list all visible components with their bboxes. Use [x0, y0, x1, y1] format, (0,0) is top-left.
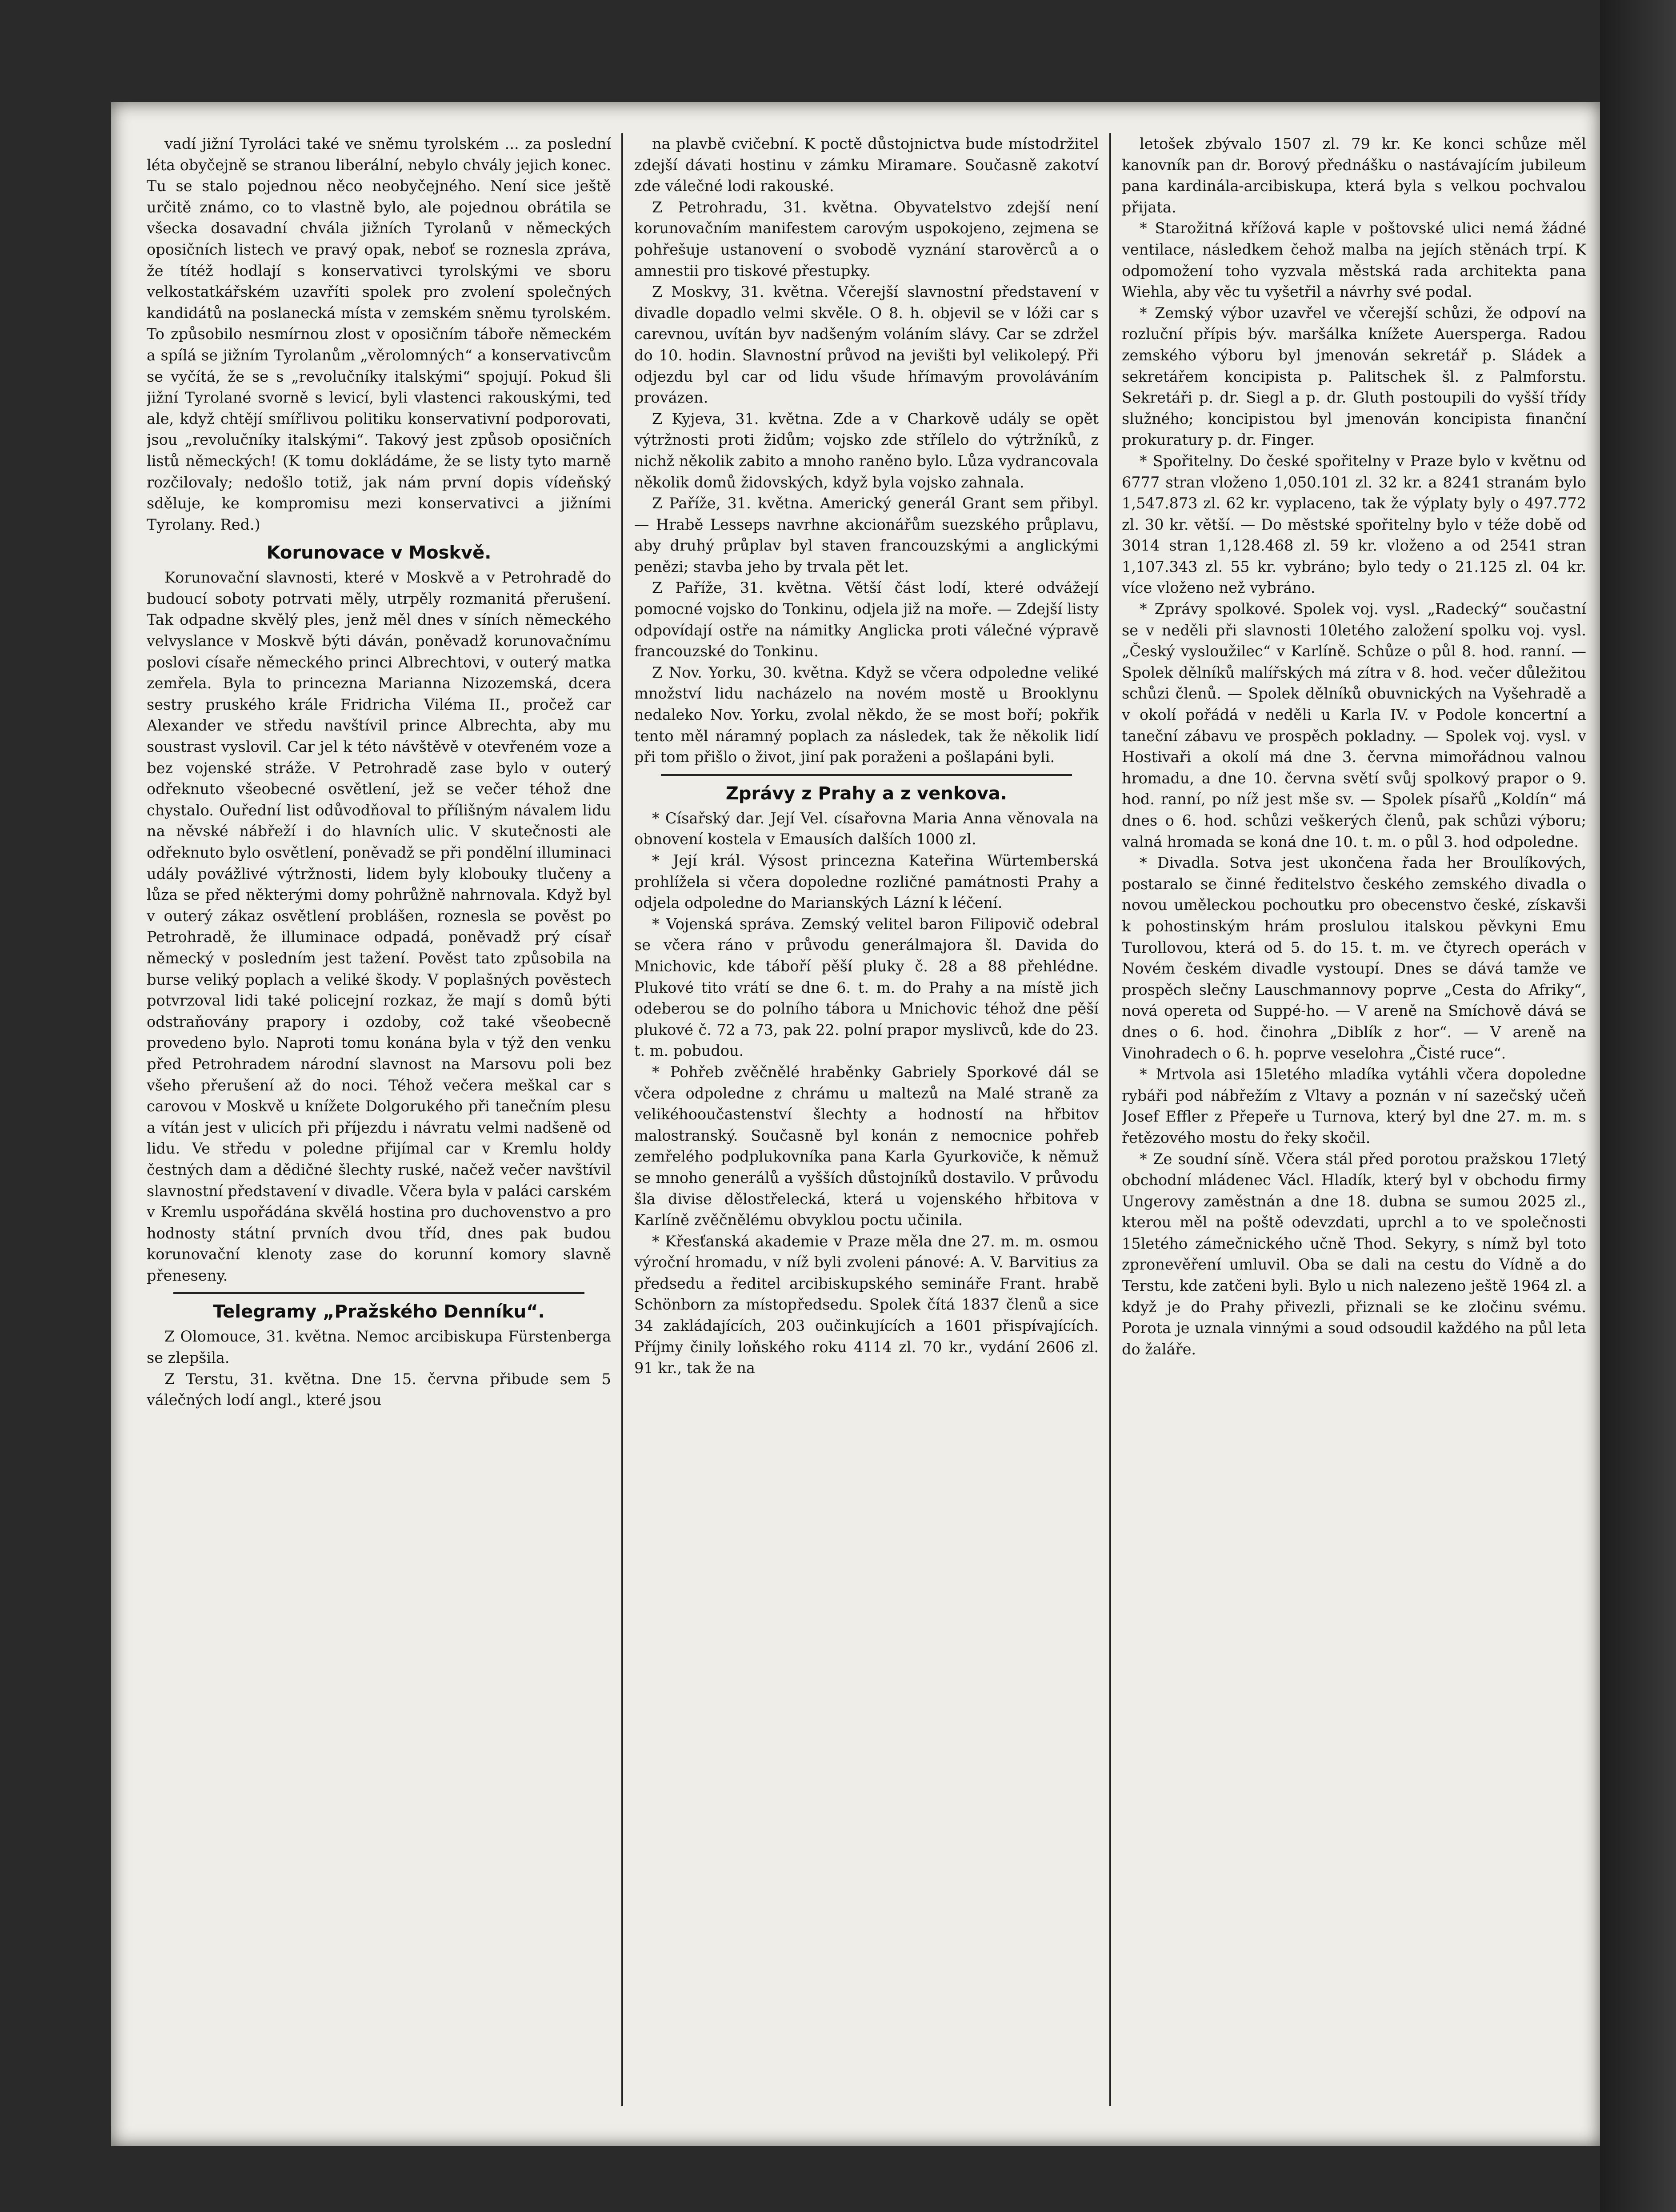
article-paragraph: * Vojenská správa. Zemský velitel baron Filipovič odebral se včera ráno v průvodu generálmajora šl. Davida do Mnichovic, kde táboří pěší pluky č. 28 a 88 přehlédne. Plukové tito vrátí se dne 6. t. m. do Prahy a na místě jich odeberou se do polního tábora u Mnichovic téhož dne pěší plukové č. 72 a 73, pak 22. polní prapor myslivců, kde do 23. t. m. pobudou.	[634, 915, 1099, 1060]
article-paragraph: * Divadla. Sotva jest ukončena řada her Broulíkových, postaralo se činné ředitelstvo českého zemského divadla o novou uměleckou pochoutku pro obecenstvo české, získavši k pohostinským hrám proslulou italskou pěvkyni Emu Turollovou, která od 5. do 15. t. m. ve čtyrech operách v Novém českém divadle vystoupí. Dnes se dává tamže ve prospěch slečny Lauschmannovy poprve „Cesta do Afriky“, nová opereta od Suppé-ho. — V areně na Smíchově dává se dnes o 6. hod. činohra „Diblík z hor“. — V areně na Vinohradech o 6. h. poprve veselohra „Čisté ruce“.	[1122, 854, 1586, 1062]
article-paragraph: Korunovační slavnosti, které v Moskvě a v Petrohradě do budoucí soboty potrvati měly, utrpěly rozmanitá přerušení. Tak odpadne skvělý ples, jenž měl dnes v síních německého velvyslance v Moskvě býti dáván, poněvadž korunovačnímu poslovi císaře německého princi Albrechtovi, v outerý matka zemřela. Byla to princezna Marianna Nizozemská, dcera sestry pruského krále Fridricha Viléma II., pročež car Alexander ve středu navštívil prince Albrechta, aby mu soustrast vyslovil. Car jel k této návštěvě v otevřeném voze a bez vojenské stráže. V Petrohradě zase bylo v outerý odřeknuto všeobecné osvětlení, jež se večer téhož dne chystalo. Ouřední list odůvodňoval to přílišným návalem lidu na něvské nábřeží i do hlavních ulic. V skutečnosti ale odřeknuto bylo osvětlení, poněvadž se při pondělní illuminaci udály povážlivé výtržnosti, lidem byly klobouky tlučeny a lůza se před některými domy pohrůžně nahrnovala. Když byl v outerý zákaz osvětlení problášen, roznesla se pověst po Petrohradě, že illuminace odpadá, poněvadž prý císař německý v posledním jest tažení. Pověst tato způsobila na burse veliký poplach a veliké škody. V poplašných pověstech potvrzoval lidi také policejní rozkaz, že mají s domů býti odstraňovány prapory i ozdoby, což také všeobecně provedeno bylo. Naproti tomu konána byla v týž den venku před Petrohradem národní slavnost na Marsovu poli bez všeho přerušení až do noci. Téhož večera meškal car s carovou v Moskvě u knížete Dolgorukého při tanečním plesu a vítán jest v ulicích při příjezdu i návratu velmi nadšeně od lidu. Ve středu v poledne přijímal car v Kremlu holdy čestných dam a dědičné šlechty ruské, načež večer navštívil slavnostní představení v divadle. Včera byla v paláci carském v Kremlu uspořádána skvělá hostina pro duchovenstvo a pro hodnosty státní prvních dvou tříd, dnes pak budou korunovační klenoty zase do korunní komory slavně přeneseny.	[147, 569, 611, 1284]
section-heading: Telegramy „Pražského Denníku“.	[213, 1302, 545, 1322]
article-paragraph: Z Kyjeva, 31. května. Zde a v Charkově udály se opět výtržnosti proti židům; vojsko zde střílelo do výtržníků, z nichž několik zabito a mnoho raněno bylo. Lůza vydrancovala několik domů židovských, když byla vojsko zahnala.	[634, 410, 1099, 491]
article-paragraph: * Křesťanská akademie v Praze měla dne 27. m. m. osmou výroční hromadu, v níž byli zvoleni pánové: A. V. Barvitius za předsedu a ředitel arcibiskupského semináře Frant. hrabě Schönborn za místopředsedu. Spolek čítá 1837 členů a sice 34 zakládajících, 203 oučinkujících a 1601 přispívajících. Příjmy činily loňského roku 4114 zl. 70 kr., vydání 2606 zl. 91 kr., tak že na	[634, 1232, 1099, 1377]
article-paragraph: * Mrtvola asi 15letého mladíka vytáhli včera dopoledne rybáři pod nábřežím z Vltavy a poznán v ní sazečský učeň Josef Effler z Přepeře u Turnova, který byl dne 27. m. m. s řetězového mostu do řeky skočil.	[1122, 1066, 1586, 1146]
article-paragraph: * Starožitná křížová kaple v poštovské ulici nemá žádné ventilace, následkem čehož malba na jejích stěnách trpí. K odpomožení toho vyzvala městská rada architekta pana Wiehla, aby věc tu vyšetřil a návrhy své podal.	[1122, 220, 1586, 301]
article-paragraph: * Pohřeb zvěčnělé hraběnky Gabriely Sporkové dál se včera odpoledne z chrámu u maltezů na Malé straně za velikéhooučastenství šlechty a hodností na hřbitov malostranský. Současně byl konán z nemocnice pohřeb zemřelého podplukovníka pana Karla Gyurkoviče, k němuž se mnoho generálů a vyšších důstojníků dostavilo. V průvodu šla divise dělostřelecká, která u vojenského hřbitova v Karlíně zvěčnělému obvyklou poctu učinila.	[634, 1063, 1099, 1229]
section-divider	[661, 774, 1072, 776]
article-paragraph: * Ze soudní síně. Včera stál před porotou pražskou 17letý obchodní mládenec Václ. Hladík, který byl v obchodu firmy Ungerovy zaměstnán a dne 18. dubna se sumou 2025 zl., kterou měl na poště odevzdati, uprchl a to ve společnosti 15letého zámečnického učně Thod. Sekyry, s nímž byl toto zpronevěření umluvil. Oba se dali na cestu do Vídně a do Terstu, kde zatčeni byli. Bylo u nich nalezeno ještě 1964 zl. a když je do Prahy přivezli, přiznali se ke zločinu svému. Porota je uznala vinnými a soud odsoudil každého na půl leta do žaláře.	[1122, 1150, 1586, 1358]
article-paragraph: * Její král. Výsost princezna Kateřina Würtemberská prohlížela si včera dopoledne rozličné památnosti Prahy a odjela odpoledne do Marianských Lázní k léčení.	[634, 852, 1099, 912]
article-paragraph: Z Moskvy, 31. května. Včerejší slavnostní představení v divadle dopadlo velmi skvěle. O 8. h. objevil se v lóži car s carevnou, uvítán byv nadšeným voláním slávy. Car se zdržel do 10. hodin. Slavnostní průvod na jevišti byl velikolepý. Při odjezdu byl car od lidu všude hřímavým provoláváním provázen.	[634, 283, 1099, 407]
article-paragraph: Z Paříže, 31. května. Větší část lodí, které odvážejí pomocné vojsko do Tonkinu, odjela již na moře. — Zdejší listy odpovídají ostře na námitky Anglicka proti válečné výpravě francouzské do Tonkinu.	[634, 579, 1099, 660]
article-paragraph: Z Olomouce, 31. května. Nemoc arcibiskupa Fürstenberga se zlepšila.	[147, 1328, 611, 1367]
article-paragraph: * Zprávy spolkové. Spolek voj. vysl. „Radecký“ součastní se v neděli při slavnosti 10letého založení spolku voj. vysl. „Český vysloužilec“ v Karlíně. Schůze o půl 8. hod. ranní. — Spolek dělníků malířských má zítra v 8. hod. večer důležitou schůzi členů. — Spolek dělníků obuvnických na Vyšehradě a v okolí pořádá v neděli u Karla IV. v Podole koncertní a taneční zábavu ve prospěch pokladny. — Spolek voj. vysl. v Hostivaři a okolí má dne 3. června mimořádnou valnou hromadu, a dne 10. června světí svůj spolkový prapor o 9. hod. ranní, po níž jest mše sv. — Spolek písařů „Koldín“ má dnes o 6. hod. schůzi veškerých členů, pak schůzi výboru; valná hromada se koná dne 10. t. m. o půl 3. hod odpoledne.	[1122, 600, 1586, 850]
article-paragraph: Z Petrohradu, 31. května. Obyvatelstvo zdejší není korunovačním manifestem carovým uspokojeno, zejmena se pohřešuje ustanovení o svobodě vyznání starověrců a o amnestii pro tiskové přestupky.	[634, 198, 1099, 279]
newspaper-columns	[147, 133, 1587, 2115]
section-divider	[173, 1292, 584, 1294]
article-paragraph: Z Terstu, 31. května. Dne 15. června přibude sem 5 válečných lodí angl., které jsou	[147, 1370, 611, 1409]
column-3	[1122, 133, 1586, 2115]
scan-edge	[1600, 0, 1676, 2212]
section-heading: Korunovace v Moskvě.	[266, 543, 492, 563]
article-paragraph: letošek zbývalo 1507 zl. 79 kr. Ke konci schůze měl kanovník pan dr. Borový přednášku o nastávajícím jubileum pana kardinála-arcibiskupa, která byla s velkou pochvalou přijata.	[1122, 135, 1586, 216]
section-heading: Zprávy z Prahy a z venkova.	[725, 783, 1008, 804]
article-paragraph: vadí jižní Tyroláci také ve sněmu tyrolském ... za poslední léta obyčejně se stranou liberální, nebylo chvály jejich konec. Tu se stalo pojednou něco neobyčejného. Není sice ještě určitě známo, co to vlastně bylo, ale pojednou obrátila se všecka dosavadní chvála jižních Tyrolanů v německých oposičních listech ve pravý opak, neboť se roznesla zpráva, že títéž hodlají s konservativci tyrolskými ve sboru velkostatkářském uzavříti spolek pro zvolení společných kandidátů na poslanecká místa v zemském sněmu tyrolském. To způsobilo nesmírnou zlost v oposičním táboře německém a spílá se jižním Tyrolanům „věrolomných“ a konservativcům se vyčítá, že se s „revolučníky italskými“ spojují. Pokud šli jižní Tyrolané svorně s levicí, byli vlastenci rakouskými, teď ale, když chtějí smířlivou politiku konservativní podporovati, jsou „revolučníky italskými“. Takový jest způsob oposičních listů německých! (K tomu dokládáme, že se listy tyto marně rozčilovaly; nedošlo totiž, jak nám první dopis vídeňský sděluje, ke kompromisu mezi konservativci a jižními Tyrolany. Red.)	[147, 135, 611, 533]
article-paragraph: * Spořitelny. Do české spořitelny v Praze bylo v květnu od 6777 stran vloženo 1,050.101 zl. 32 kr. a 8241 stranám bylo 1,547.873 zl. 62 kr. vyplaceno, tak že výplaty byly o 497.772 zl. 30 kr. větší. — Do městské spořitelny bylo v téže době od 3014 stran 1,128.468 zl. 59 kr. vloženo a od 2541 stran 1,107.343 zl. 55 kr. vybráno; bylo tedy o 21.125 zl. 04 kr. více vloženo než vybráno.	[1122, 452, 1586, 597]
article-paragraph: * Císařský dar. Její Vel. císařovna Maria Anna věnovala na obnovení kostela v Emausích dalších 1000 zl.	[634, 809, 1099, 848]
article-paragraph: * Zemský výbor uzavřel ve včerejší schůzi, že odpoví na rozluční přípis býv. maršálka knížete Auersperga. Radou zemského výboru byl jmenován sekretář p. Sládek a sekretářem koncipista p. Palitschek šl. z Palmforstu. Sekretáři p. dr. Siegl a p. dr. Gluth postoupili do vyšší třídy služného; koncipistou byl jmenován koncipista finanční prokuratury p. dr. Finger.	[1122, 304, 1586, 449]
article-paragraph: Z Paříže, 31. května. Americký generál Grant sem přibyl. — Hrabě Lesseps navrhne akcionářům suezského průplavu, aby druhý průplav byl staven francouzskými a anglickými penězi; stavba jeho by trvala pět let.	[634, 495, 1099, 575]
column-2	[634, 133, 1099, 2115]
column-1	[147, 133, 611, 2115]
article-paragraph: Z Nov. Yorku, 30. května. Když se včera odpoledne veliké množství lidu nacházelo na novém mostě u Brooklynu nedaleko Nov. Yorku, zvolal někdo, že se most boří; pokřik tento měl náramný poplach za následek, tak že několik lidí při tom přišlo o život, jiní pak poraženi a pošlapáni byli.	[634, 663, 1099, 766]
article-paragraph: na plavbě cvičební. K poctě důstojnictva bude místodržitel zdejší dávati hostinu v zámku Miramare. Současně zakotví zde válečné lodi rakouské.	[634, 135, 1099, 195]
